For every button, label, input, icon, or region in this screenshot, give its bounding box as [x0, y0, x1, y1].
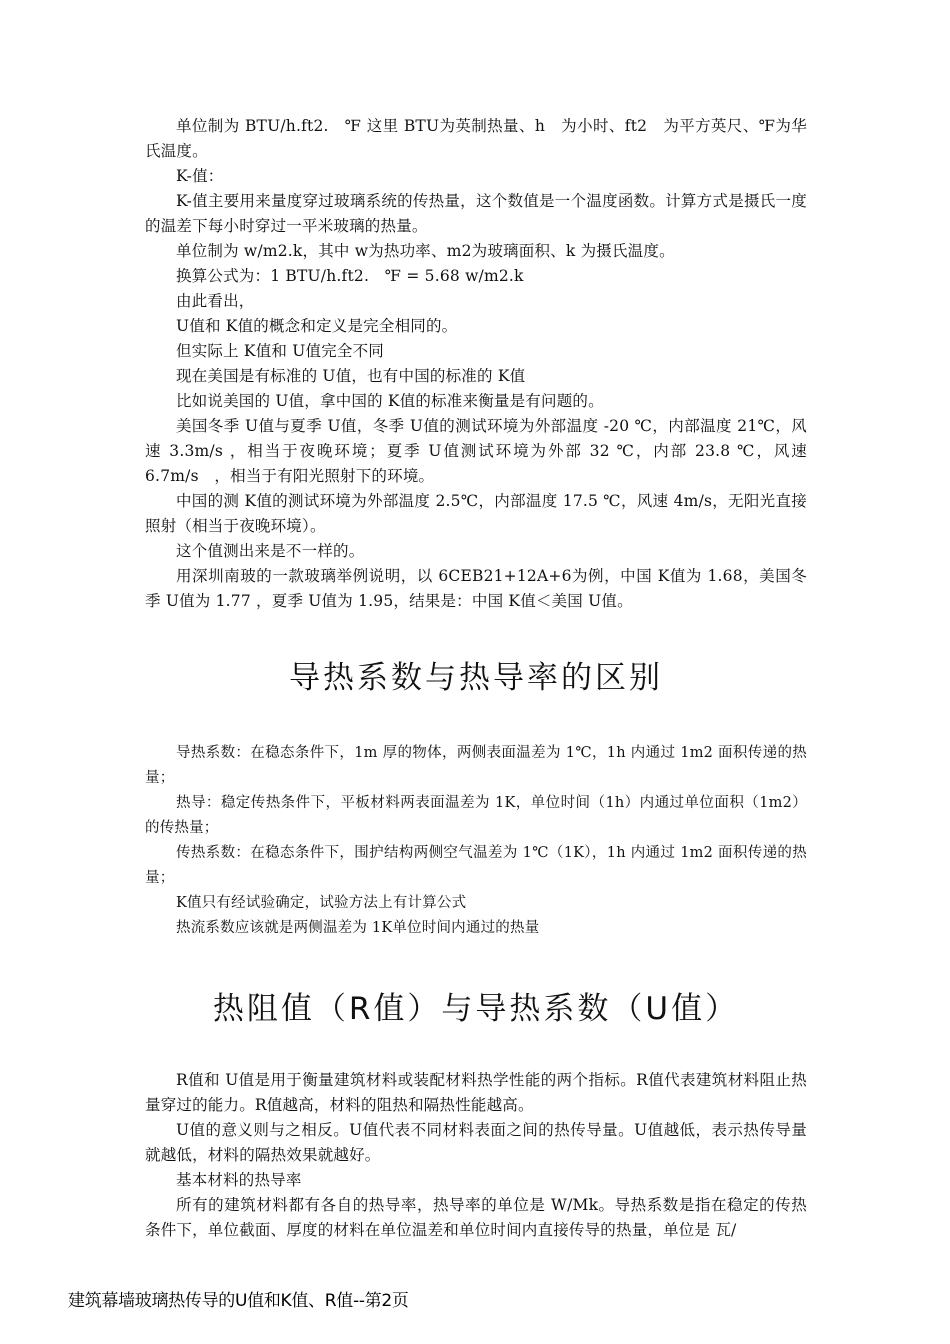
section-thermal-conductivity [145, 741, 807, 941]
paragraph: 比如说美国的 U值，拿中国的 K值的标准来衡量是有问题的。 [176, 392, 604, 410]
paragraph: 所有的建筑材料都有各自的热导率，热导率的单位是 W/Mk。导热系数是指在稳定的传热条件下，单位截面、厚度的材料在单位温差和单位时间内直接传导的热量，单位是 瓦/ [145, 1196, 807, 1239]
paragraph: K-值： [176, 167, 224, 185]
paragraph: R值和 U值是用于衡量建筑材料或装配材料热学性能的两个指标。R值代表建筑材料阻止热量穿过的能力。R值越高，材料的阻热和隔热性能越高。 [145, 1071, 807, 1114]
paragraph: 美国冬季 U值与夏季 U值，冬季 U值的测试环境为外部温度 -20 ℃，内部温度 21℃，风速 3.3m/s ，相当于夜晚环境；夏季 U值测试环境为外部 32 ℃，内部 23.8 ℃，风速 6.7m/s ，相当于有阳光照射下的环境。 [145, 417, 807, 485]
paragraph: 单位制为 BTU/h.ft2. ℉ 这里 BTU为英制热量、h 为小时、ft2 为平方英尺、℉为华氏温度。 [145, 117, 807, 160]
paragraph: 这个值测出来是不一样的。 [176, 542, 365, 560]
section-heading: 热阻值（R值）与导热系数（U值） [212, 991, 740, 1027]
paragraph: U值的意义则与之相反。U值代表不同材料表面之间的热传导量。U值越低，表示热传导量就越低，材料的隔热效果就越好。 [145, 1121, 807, 1164]
paragraph: 中国的测 K值的测试环境为外部温度 2.5℃，内部温度 17.5 ℃，风速 4m/s，无阳光直接照射（相当于夜晚环境）。 [145, 492, 807, 535]
paragraph: 导热系数：在稳态条件下，1m 厚的物体，两侧表面温差为 1℃，1h 内通过 1m2 面积传递的热量； [145, 745, 807, 786]
section-u-k-values [145, 114, 807, 614]
paragraph: 由此看出， [176, 292, 255, 310]
paragraph: 传热系数：在稳态条件下，围护结构两侧空气温差为 1℃（1K），1h 内通过 1m2 面积传递的热量； [145, 845, 807, 886]
paragraph: U值和 K值的概念和定义是完全相同的。 [176, 317, 458, 335]
paragraph: 用深圳南玻的一款玻璃举例说明，以 6CEB21+12A+6为例，中国 K值为 1.68，美国冬季 U值为 1.77 ，夏季 U值为 1.95，结果是：中国 K值＜美国 U值。 [145, 567, 807, 610]
paragraph: 单位制为 w/m2.k，其中 w为热功率、m2为玻璃面积、k 为摄氏温度。 [176, 242, 675, 260]
paragraph: 基本材料的热导率 [176, 1171, 302, 1189]
page-footer: 建筑幕墙玻璃热传导的U值和K值、R值--第2页 [68, 1291, 409, 1311]
document-body [145, 114, 807, 1243]
section-heading: 导热系数与热导率的区别 [289, 660, 663, 696]
paragraph: 热流系数应该就是两侧温差为 1K单位时间内通过的热量 [176, 920, 540, 936]
paragraph: 热导：稳定传热条件下，平板材料两表面温差为 1K，单位时间（1h）内通过单位面积（1m2）的传热量； [145, 795, 807, 836]
paragraph: 但实际上 K值和 U值完全不同 [176, 342, 384, 360]
paragraph: 换算公式为：1 BTU/h.ft2. ℉ = 5.68 w/m2.k [176, 267, 524, 285]
paragraph: K-值主要用来量度穿过玻璃系统的传热量，这个数值是一个温度函数。计算方式是摄氏一度的温差下每小时穿过一平米玻璃的热量。 [145, 192, 807, 235]
paragraph: K值只有经试验确定，试验方法上有计算公式 [176, 895, 467, 911]
paragraph: 现在美国是有标准的 U值，也有中国的标准的 K值 [176, 367, 526, 385]
section-r-u-values [145, 1068, 807, 1243]
